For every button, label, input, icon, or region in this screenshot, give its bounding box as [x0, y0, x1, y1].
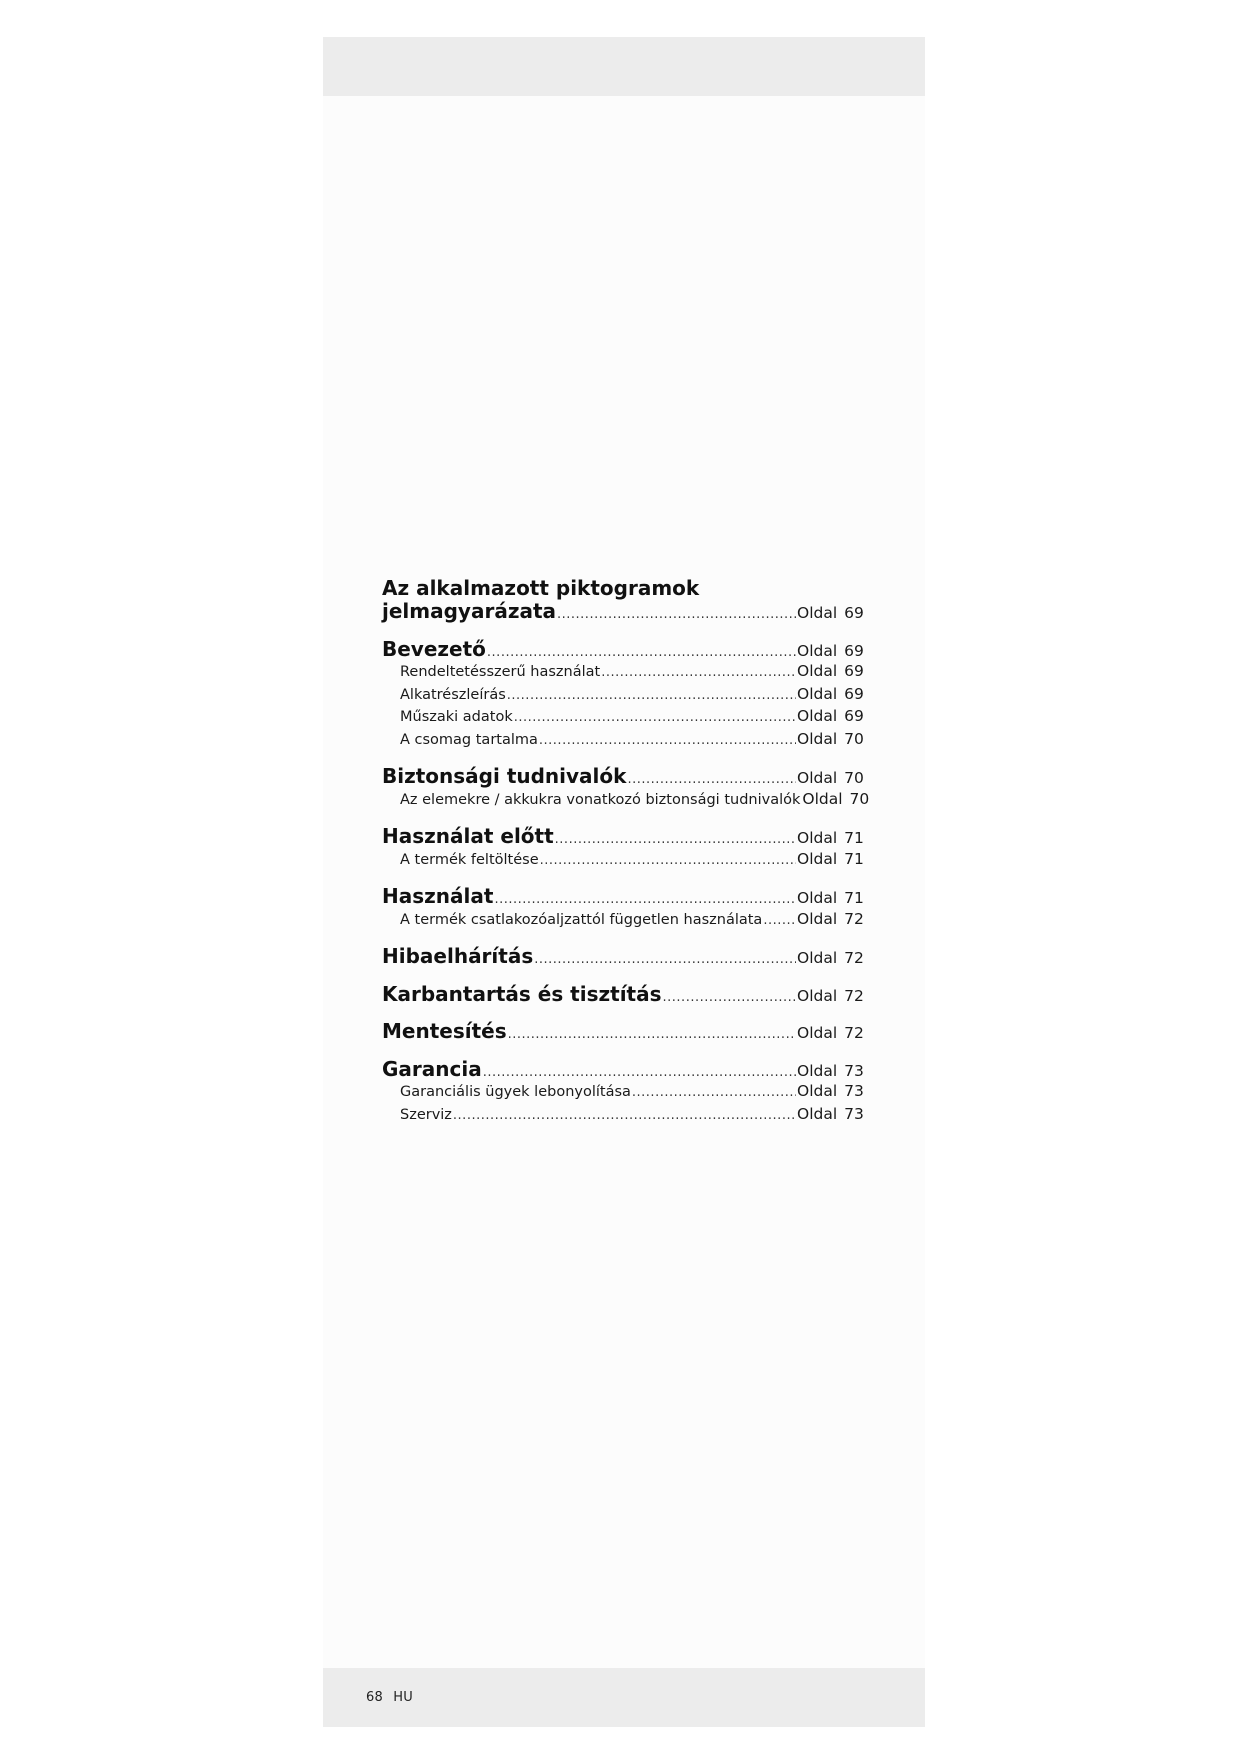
page-reference [797, 827, 869, 850]
language-code: HU [393, 1690, 413, 1705]
toc-entry[interactable] [382, 983, 869, 1006]
toc-heading: Hibaelhárítás [382, 944, 534, 968]
page-reference [797, 985, 869, 1008]
toc-heading: jelmagyarázata [382, 599, 557, 623]
dot-leader [534, 949, 796, 972]
toc-section [382, 983, 869, 1006]
toc-entry[interactable] [382, 600, 869, 623]
page-reference [802, 788, 874, 811]
page-number-ref: 71 [844, 849, 864, 868]
page-label: Oldal [797, 662, 838, 680]
toc-subheading: Műszaki adatok [400, 709, 513, 725]
toc-subheading: A termék feltöltése [400, 851, 539, 868]
page-label: Oldal [802, 789, 843, 808]
toc-subentry[interactable] [382, 1080, 869, 1103]
page-number-ref: 72 [844, 949, 864, 967]
page-reference [797, 1103, 869, 1126]
dot-leader [507, 685, 796, 708]
toc-subentry[interactable] [382, 1103, 869, 1126]
page-reference [797, 660, 869, 683]
toc-section [382, 885, 869, 930]
page-number-ref: 69 [844, 604, 864, 622]
document-page [323, 37, 925, 1717]
dot-leader [539, 730, 796, 753]
toc-subentry[interactable] [382, 683, 869, 706]
page-label: Oldal [797, 1082, 838, 1100]
page-label: Oldal [797, 729, 838, 748]
toc-heading: Bevezető [382, 636, 486, 661]
dot-leader [601, 662, 796, 685]
toc-subheading: Alkatrészleírás [400, 686, 506, 703]
toc-entry[interactable] [382, 1058, 869, 1081]
toc-subheading: A termék csatlakozóaljzattól független használata [400, 911, 763, 928]
toc-heading-line: Az alkalmazott piktogramok [382, 576, 700, 600]
page-label: Oldal [797, 707, 838, 725]
page-reference [797, 887, 869, 910]
page-reference [797, 848, 869, 871]
toc-subentry[interactable] [382, 660, 869, 683]
toc-subentry[interactable] [382, 788, 869, 811]
toc-entry[interactable] [382, 1020, 869, 1043]
page-number-ref: 73 [844, 1104, 864, 1123]
page-label: Oldal [797, 1024, 838, 1042]
dot-leader [555, 829, 796, 852]
page-reference [797, 1080, 869, 1103]
page-reference [797, 1060, 869, 1083]
page-number-ref: 72 [844, 986, 864, 1005]
page-number-ref: 69 [844, 707, 864, 725]
page-reference [797, 683, 869, 706]
toc-heading: Használat [382, 884, 494, 908]
toc-subheading: Az elemekre / akkukra vonatkozó biztonsági tudnivalók [400, 791, 801, 808]
header-band [323, 37, 925, 96]
page-number-ref: 71 [844, 829, 864, 847]
toc-section [382, 825, 869, 870]
toc-subentry[interactable] [382, 848, 869, 871]
toc-section [382, 765, 869, 810]
toc-heading: Garancia [382, 1056, 482, 1081]
page-label: Oldal [797, 909, 838, 928]
toc-heading: Karbantartás és tisztítás [382, 981, 662, 1006]
page-number-ref: 70 [844, 729, 864, 748]
page-reference [797, 767, 869, 790]
page-footer [366, 1690, 413, 1705]
toc-entry[interactable] [382, 825, 869, 848]
page-reference [797, 640, 869, 663]
page-number-ref: 70 [844, 769, 864, 787]
toc-subheading: Rendeltetésszerű használat [400, 664, 601, 680]
page-label: Oldal [797, 829, 838, 847]
toc-subentry[interactable] [382, 908, 869, 931]
toc-entry[interactable] [382, 885, 869, 908]
dot-leader [453, 1105, 796, 1128]
toc-heading: Biztonsági tudnivalók [382, 764, 627, 788]
page-label: Oldal [797, 1104, 838, 1123]
page-label: Oldal [797, 986, 838, 1005]
page-label: Oldal [797, 641, 838, 660]
dot-leader [632, 1082, 796, 1105]
page-number-ref: 69 [844, 641, 864, 660]
page-number-ref: 73 [844, 1082, 864, 1100]
page-label: Oldal [797, 949, 838, 967]
page-reference [797, 1022, 869, 1045]
footer-band [323, 1668, 925, 1727]
page-number-ref: 69 [844, 684, 864, 703]
toc-subheading: Szerviz [400, 1106, 452, 1123]
toc-section [382, 576, 869, 623]
toc-subheading: A csomag tartalma [400, 731, 538, 748]
dot-leader [763, 910, 796, 933]
toc-subentry[interactable] [382, 728, 869, 751]
dot-leader [540, 850, 796, 873]
toc-subentry[interactable] [382, 705, 869, 728]
page-number-ref: 72 [844, 909, 864, 928]
toc-section [382, 638, 869, 751]
dot-leader [508, 1024, 796, 1047]
toc-section [382, 1058, 869, 1126]
page-number: 68 [366, 1690, 383, 1705]
toc-heading: Használat előtt [382, 824, 554, 848]
toc-section [382, 945, 869, 968]
toc-entry[interactable] [382, 945, 869, 968]
page-reference [797, 728, 869, 751]
page-number-ref: 69 [844, 662, 864, 680]
page-label: Oldal [797, 604, 838, 622]
page-label: Oldal [797, 769, 838, 787]
page-label: Oldal [797, 849, 838, 868]
dot-leader [557, 604, 796, 627]
page-reference [797, 705, 869, 728]
toc-section [382, 1020, 869, 1043]
table-of-contents [382, 576, 869, 1140]
page-label: Oldal [797, 889, 838, 907]
toc-subheading: Garanciális ügyek lebonyolítása [400, 1084, 631, 1100]
toc-entry[interactable] [382, 765, 869, 788]
page-number-ref: 71 [844, 889, 864, 907]
dot-leader [514, 707, 796, 730]
page-number-ref: 70 [849, 789, 870, 808]
page-label: Oldal [797, 684, 838, 703]
page-label: Oldal [797, 1061, 838, 1080]
toc-heading: Mentesítés [382, 1019, 507, 1043]
page-number-ref: 72 [844, 1024, 864, 1042]
page-reference [797, 908, 869, 931]
dot-leader [663, 987, 796, 1010]
page-reference [797, 602, 869, 625]
page-reference [797, 947, 869, 970]
toc-entry[interactable] [382, 638, 869, 661]
page-number-ref: 73 [844, 1061, 864, 1080]
